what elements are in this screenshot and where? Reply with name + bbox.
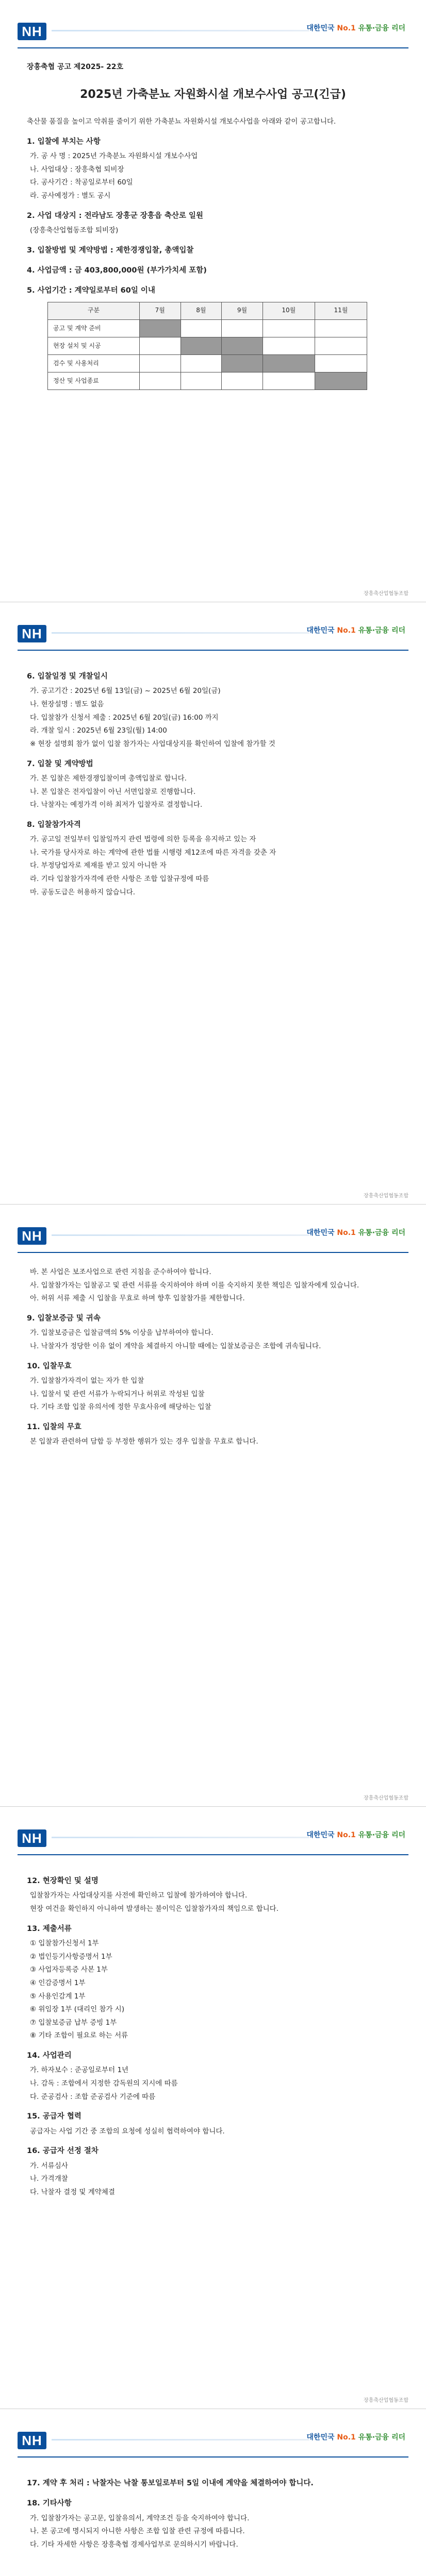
section-line: 가. 공고기간 : 2025년 6월 13일(금) ~ 2025년 6월 20일(금) <box>30 687 221 696</box>
section-number: 15. <box>27 2112 40 2121</box>
page-footer: 장흥축산업협동조합 <box>364 1795 408 1801</box>
section-heading <box>27 1421 399 1434</box>
section-line: 현장 여건을 확인하지 아니하여 발생하는 불이익은 입찰참가자의 책임으로 합니다. <box>30 1905 279 1913</box>
section-heading <box>27 2145 399 2158</box>
section-title: 사업기간 : 계약일로부터 60일 이내 <box>37 286 155 295</box>
section-number: 10. <box>27 1362 40 1370</box>
section-title: 사업관리 <box>42 2052 72 2060</box>
header-band <box>52 632 309 634</box>
page-content <box>27 1868 399 2200</box>
page-footer: 장흥축산업협동조합 <box>364 591 408 597</box>
section-title: 입찰일정 및 개찰일시 <box>37 672 108 681</box>
schedule-cell <box>140 337 181 354</box>
section-line: 가. 하자보수 : 준공일로부터 1년 <box>30 2066 129 2075</box>
page-4 <box>0 1807 426 2409</box>
section-number: 2. <box>27 211 35 220</box>
table-header-cell: 9월 <box>222 302 263 319</box>
header-rule <box>18 1252 408 1253</box>
section-line: 라. 공사예정가 : 별도 공시 <box>30 191 111 200</box>
section-heading <box>27 670 399 683</box>
section-number: 17. <box>27 2479 40 2487</box>
section-heading <box>27 244 399 257</box>
page-header <box>0 1205 426 1252</box>
schedule-cell <box>263 372 315 389</box>
section-title: 현장확인 및 설명 <box>42 1877 99 1885</box>
table-row <box>48 337 367 354</box>
table-row <box>48 319 367 337</box>
section-number: 7. <box>27 759 35 768</box>
page-2 <box>0 602 426 1205</box>
page-content <box>27 663 399 900</box>
sections <box>27 670 399 899</box>
section-line: 나. 본 공고에 명시되지 아니한 사항은 조합 입찰 관련 규정에 따릅니다. <box>30 2527 245 2536</box>
section-title: 입찰무효 <box>42 1362 72 1370</box>
nh-logo: NH <box>18 2432 46 2449</box>
header-rule <box>18 1854 408 1855</box>
section-heading <box>27 2049 399 2062</box>
section-line: 공급자는 사업 기간 중 조합의 요청에 성실히 협력하여야 합니다. <box>30 2127 225 2136</box>
section-line: 나. 본 입찰은 전자입찰이 아닌 서면입찰로 진행합니다. <box>30 787 196 796</box>
sections <box>27 135 399 298</box>
section-number: 16. <box>27 2147 40 2156</box>
section-heading <box>27 2110 399 2123</box>
schedule-cell <box>181 354 222 372</box>
table-header-cell: 7월 <box>140 302 181 319</box>
section-line: ⑥ 위임장 1부 (대리인 참가 시) <box>30 2005 125 2014</box>
section-line: 나. 낙찰자가 정당한 이유 없이 계약을 체결하지 아니할 때에는 입찰보증금은 조합에 귀속됩니다. <box>30 1342 321 1350</box>
schedule-cell <box>222 372 263 389</box>
section-line: 다. 기타 자세한 사항은 장흥축협 경제사업부로 문의하시기 바랍니다. <box>30 2540 238 2549</box>
section-title: 입찰에 부치는 사항 <box>37 137 101 146</box>
section-title: 사업 대상지 : 전라남도 장흥군 장흥읍 축산로 일원 <box>37 211 203 220</box>
section-line: 나. 감독 : 조합에서 지정한 감독원의 지시에 따름 <box>30 2079 178 2088</box>
section-line: 다. 낙찰자 결정 및 계약체결 <box>30 2188 115 2196</box>
header-rule <box>18 2456 408 2458</box>
section-heading <box>27 1923 399 1936</box>
section-number: 18. <box>27 2499 40 2508</box>
section-heading <box>27 210 399 223</box>
section-number: 12. <box>27 1877 40 1885</box>
schedule-table <box>47 302 367 390</box>
section-title: 입찰참가자격 <box>37 820 81 829</box>
section-line: 나. 가격개찰 <box>30 2175 68 2183</box>
header-band <box>52 1234 309 1236</box>
page-3 <box>0 1205 426 1807</box>
section-number: 13. <box>27 1924 40 1933</box>
doc-title: 2025년 가축분뇨 자원화시설 개보수사업 공고(긴급) <box>80 88 346 101</box>
section-number: 1. <box>27 137 35 146</box>
schedule-cell <box>140 319 181 337</box>
section-line: 나. 국가를 당사자로 하는 계약에 관한 법률 시행령 제12조에 따른 자격을 갖춘 자 <box>30 848 276 857</box>
section-line: ⑦ 입찰보증금 납부 증빙 1부 <box>30 2018 117 2027</box>
section-line: (장흥축산업협동조합 퇴비장) <box>30 226 119 234</box>
section-heading <box>27 264 399 277</box>
schedule-cell <box>140 372 181 389</box>
header-band <box>52 1837 309 1838</box>
sections <box>27 1875 399 2199</box>
slogan: 대한민국 No.1 유통·금융 리더 <box>306 1831 405 1839</box>
section-number: 14. <box>27 2052 40 2060</box>
header-band <box>52 2439 309 2441</box>
section-line: 가. 공고일 전일부터 입찰일까지 관련 법령에 의한 등록을 유지하고 있는 자 <box>30 835 256 844</box>
section-number: 4. <box>27 266 35 275</box>
section-line: 가. 입찰보증금은 입찰금액의 5% 이상을 납부하여야 합니다. <box>30 1329 214 1337</box>
section-heading <box>27 284 399 297</box>
section-title: 계약 후 처리 : 낙찰자는 낙찰 통보일로부터 5일 이내에 계약을 체결하여야 합니다. <box>42 2479 314 2487</box>
section-line: ③ 사업자등록증 사본 1부 <box>30 1965 108 1974</box>
header-rule <box>18 650 408 651</box>
section-line: 다. 낙찰자는 예정가격 이하 최저가 입찰자로 결정합니다. <box>30 801 203 809</box>
nh-logo: NH <box>18 625 46 642</box>
slogan: 대한민국 No.1 유통·금융 리더 <box>306 2433 405 2442</box>
page-content <box>27 61 399 390</box>
table-row <box>48 354 367 372</box>
table-header-cell: 10월 <box>263 302 315 319</box>
row-label: 정산 및 사업종료 <box>48 372 140 389</box>
section-title: 입찰보증금 및 귀속 <box>37 1314 101 1323</box>
table-row <box>48 372 367 389</box>
row-label: 현장 설치 및 시공 <box>48 337 140 354</box>
schedule-cell <box>181 337 222 354</box>
section-line: ※ 현장 설명회 참가 없이 입찰 참가자는 사업대상지를 확인하여 입찰에 참가할 것 <box>30 739 275 748</box>
section-title: 입찰방법 및 계약방법 : 제한경쟁입찰, 총액입찰 <box>37 246 194 255</box>
section-number: 8. <box>27 820 35 829</box>
table-header-cell: 11월 <box>315 302 367 319</box>
nh-logo: NH <box>18 1227 46 1245</box>
doc-number: 장흥축협 공고 제2025- 22호 <box>27 63 124 71</box>
page-header <box>0 1807 426 1854</box>
section-line: ⑤ 사용인감계 1부 <box>30 1992 86 2001</box>
header-rule <box>18 47 408 48</box>
section-line: 다. 부정당업자로 제재를 받고 있지 아니한 자 <box>30 861 167 870</box>
header-band <box>52 30 309 31</box>
section-number: 3. <box>27 246 35 255</box>
page-content <box>27 2470 399 2576</box>
section-heading <box>27 758 399 771</box>
schedule-cell <box>222 354 263 372</box>
section-heading <box>27 135 399 148</box>
section-line: ⑧ 기타 조합이 필요로 하는 서류 <box>30 2031 128 2040</box>
row-label: 검수 및 사용처리 <box>48 354 140 372</box>
schedule-cell <box>263 337 315 354</box>
section-title: 공급자 선정 절차 <box>42 2147 99 2156</box>
page-1 <box>0 0 426 602</box>
page-5 <box>0 2409 426 2576</box>
section-line: 아. 허위 서류 제출 시 입찰을 무효로 하며 향후 입찰참가를 제한합니다. <box>30 1294 245 1303</box>
section-line: 바. 본 사업은 보조사업으로 관련 지침을 준수하여야 합니다. <box>30 1268 211 1276</box>
section-number: 9. <box>27 1314 35 1323</box>
schedule-cell <box>181 319 222 337</box>
page-header <box>0 2409 426 2456</box>
schedule-cell <box>263 319 315 337</box>
schedule-cell <box>222 337 263 354</box>
section-line: ② 법인등기사항증명서 1부 <box>30 1952 112 1961</box>
slogan: 대한민국 No.1 유통·금융 리더 <box>306 626 405 635</box>
section-line: 마. 공동도급은 허용하지 않습니다. <box>30 888 136 896</box>
slogan: 대한민국 No.1 유통·금융 리더 <box>306 1229 405 1237</box>
section-number: 5. <box>27 286 35 295</box>
schedule-cell <box>315 354 367 372</box>
section-line: 가. 서류심사 <box>30 2161 68 2170</box>
table-header-cell: 8월 <box>181 302 222 319</box>
section-line: 입찰참가자는 사업대상지를 사전에 확인하고 입찰에 참가하여야 합니다. <box>30 1891 248 1900</box>
sections <box>27 2477 399 2551</box>
sections <box>27 1266 399 1448</box>
section-line: 가. 본 입찰은 제한경쟁입찰이며 총액입찰로 합니다. <box>30 774 187 783</box>
schedule-cell <box>315 337 367 354</box>
section-heading <box>27 2497 399 2510</box>
section-line: 다. 준공검사 : 조합 준공검사 기준에 따름 <box>30 2092 156 2101</box>
schedule-header-row <box>48 302 367 319</box>
section-line: 라. 개찰 일시 : 2025년 6월 23일(월) 14:00 <box>30 726 167 735</box>
section-line: 다. 입찰참가 신청서 제출 : 2025년 6월 20일(금) 16:00 까지 <box>30 713 219 722</box>
section-line: 가. 공 사 명 : 2025년 가축분뇨 자원화시설 개보수사업 <box>30 152 198 160</box>
table-header-cell: 구분 <box>48 302 140 319</box>
section-title: 입찰 및 계약방법 <box>37 759 93 768</box>
section-heading <box>27 1312 399 1325</box>
section-heading <box>27 1875 399 1888</box>
schedule-cell <box>140 354 181 372</box>
section-heading <box>27 1360 399 1373</box>
schedule-cell <box>263 354 315 372</box>
intro-text: 축산물 품질을 높이고 악취를 줄이기 위한 가축분뇨 자원화시설 개보수사업을 아래와 같이 공고합니다. <box>27 117 336 126</box>
section-heading <box>27 2477 399 2490</box>
section-heading <box>27 819 399 832</box>
nh-logo: NH <box>18 23 46 40</box>
section-line: 다. 공사기간 : 착공일로부터 60일 <box>30 178 133 187</box>
section-title: 제출서류 <box>42 1924 72 1933</box>
page-footer: 장흥축산업협동조합 <box>364 1193 408 1199</box>
page-header <box>0 0 426 47</box>
section-title: 입찰의 무효 <box>42 1422 81 1431</box>
section-line: 나. 입찰서 및 관련 서류가 누락되거나 허위로 작성된 입찰 <box>30 1389 205 1398</box>
section-line: 나. 사업대상 : 장흥축협 퇴비장 <box>30 165 124 174</box>
schedule-cell <box>181 372 222 389</box>
section-line: 다. 기타 조합 입찰 유의서에 정한 무효사유에 해당하는 입찰 <box>30 1403 211 1412</box>
section-line: 나. 현장설명 : 별도 없음 <box>30 700 104 708</box>
row-label: 공고 및 계약 준비 <box>48 319 140 337</box>
section-number: 6. <box>27 672 35 681</box>
section-line: 라. 기타 입찰참가자격에 관한 사항은 조합 입찰규정에 따름 <box>30 875 209 883</box>
page-content <box>27 1265 399 1449</box>
section-line: 가. 입찰참가자격이 없는 자가 한 입찰 <box>30 1376 144 1385</box>
schedule-cell <box>315 372 367 389</box>
page-footer: 장흥축산업협동조합 <box>364 2398 408 2403</box>
section-line: ④ 인감증명서 1부 <box>30 1978 86 1987</box>
section-line: ① 입찰참가신청서 1부 <box>30 1939 99 1947</box>
schedule-cell <box>222 319 263 337</box>
section-number: 11. <box>27 1422 40 1431</box>
section-line: 사. 입찰참가자는 입찰공고 및 관련 서류를 숙지하여야 하며 이를 숙지하지 못한 책임은 입찰자에게 있습니다. <box>30 1281 359 1290</box>
section-title: 기타사항 <box>42 2499 72 2508</box>
section-line: 가. 입찰참가자는 공고문, 입찰유의서, 계약조건 등을 숙지하여야 합니다. <box>30 2514 250 2522</box>
section-line: 본 입찰과 관련하여 담합 등 부정한 행위가 있는 경우 입찰을 무효로 합니다. <box>30 1437 258 1446</box>
section-title: 공급자 협력 <box>42 2112 81 2121</box>
schedule-cell <box>315 319 367 337</box>
nh-logo: NH <box>18 1829 46 1847</box>
slogan: 대한민국 No.1 유통·금융 리더 <box>306 24 405 32</box>
page-header <box>0 602 426 650</box>
section-title: 사업금액 : 금 403,800,000원 (부가가치세 포함) <box>37 266 207 275</box>
